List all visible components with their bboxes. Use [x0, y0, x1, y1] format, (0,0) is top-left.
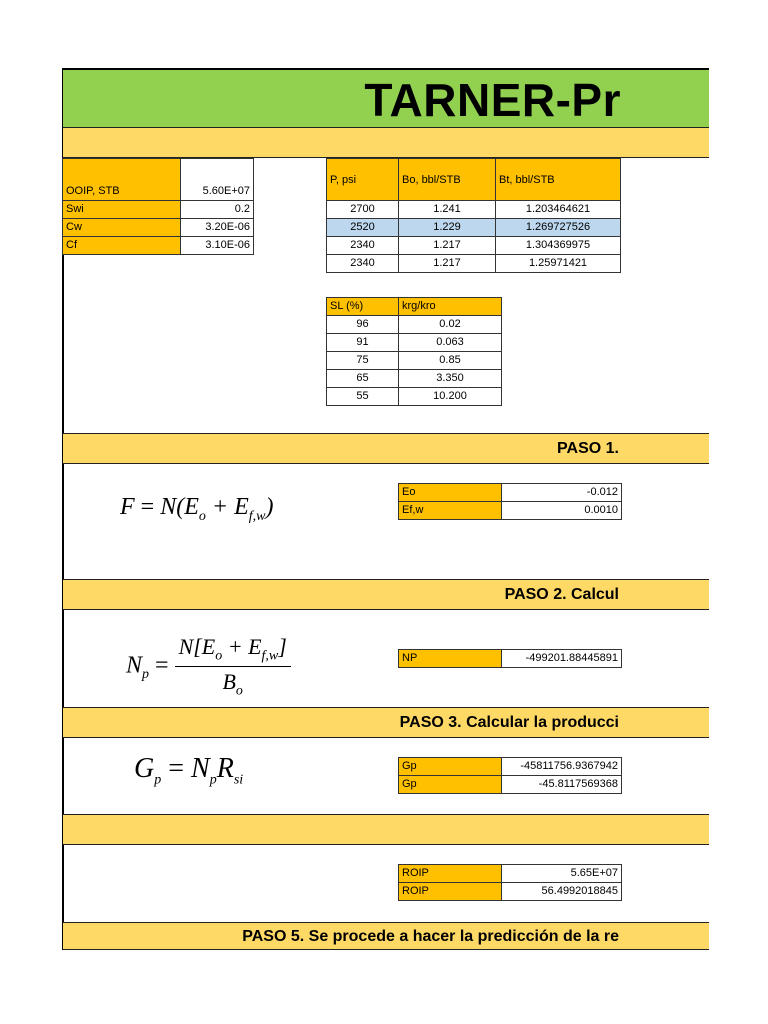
param-value[interactable]: 3.20E-06	[181, 219, 254, 237]
paso3-heading: PASO 3. Calcular la producci	[399, 714, 619, 731]
paso1-results	[398, 483, 622, 520]
title-band	[63, 68, 709, 128]
paso1-band	[63, 433, 709, 464]
result-value[interactable]: 5.65E+07	[502, 865, 622, 883]
pvt-header[interactable]: Bt, bbl/STB	[496, 159, 621, 201]
table-row	[327, 352, 502, 370]
perm-cell[interactable]: 0.02	[399, 316, 502, 334]
paso2-heading: PASO 2. Calcul	[504, 586, 619, 603]
table-row	[327, 201, 621, 219]
param-value[interactable]: 5.60E+07	[181, 159, 254, 201]
param-value[interactable]: 3.10E-06	[181, 237, 254, 255]
paso4-band	[63, 814, 709, 845]
perm-cell[interactable]: 0.85	[399, 352, 502, 370]
perm-header[interactable]: krg/kro	[399, 298, 502, 316]
result-label[interactable]: Eo	[399, 484, 502, 502]
perm-cell[interactable]: 10.200	[399, 388, 502, 406]
paso3-results	[398, 757, 622, 794]
pvt-cell[interactable]: 2340	[327, 255, 399, 273]
pvt-cell[interactable]: 2520	[327, 219, 399, 237]
pvt-cell[interactable]: 1.217	[399, 255, 496, 273]
pvt-cell[interactable]: 1.269727526	[496, 219, 621, 237]
result-label[interactable]: Ef,w	[399, 502, 502, 520]
pvt-header[interactable]: P, psi	[327, 159, 399, 201]
perm-header[interactable]: SL (%)	[327, 298, 399, 316]
subtitle-band	[63, 128, 709, 158]
perm-cell[interactable]: 3.350	[399, 370, 502, 388]
pvt-header[interactable]: Bo, bbl/STB	[399, 159, 496, 201]
table-row	[327, 237, 621, 255]
paso5-band	[63, 922, 709, 950]
perm-cell[interactable]: 96	[327, 316, 399, 334]
paso3-band	[63, 707, 709, 738]
perm-cell[interactable]: 75	[327, 352, 399, 370]
perm-cell[interactable]: 55	[327, 388, 399, 406]
pvt-cell[interactable]: 1.304369975	[496, 237, 621, 255]
param-label[interactable]: Swi	[63, 201, 181, 219]
pvt-cell[interactable]: 1.203464621	[496, 201, 621, 219]
perm-cell[interactable]: 91	[327, 334, 399, 352]
param-label[interactable]: Cf	[63, 237, 181, 255]
table-row	[327, 334, 502, 352]
result-label[interactable]: ROIP	[399, 883, 502, 901]
pvt-table	[326, 158, 621, 273]
result-label[interactable]: Gp	[399, 776, 502, 794]
paso2-band	[63, 579, 709, 610]
paso2-results	[398, 649, 622, 668]
param-label[interactable]: Cw	[63, 219, 181, 237]
result-label[interactable]: NP	[399, 650, 502, 668]
result-label[interactable]: ROIP	[399, 865, 502, 883]
perm-cell[interactable]: 65	[327, 370, 399, 388]
params-table	[62, 158, 254, 255]
table-row	[327, 370, 502, 388]
paso1-formula: $F = N(E_o + E_{f,w})$	[120, 494, 274, 524]
pvt-cell[interactable]: 2340	[327, 237, 399, 255]
pvt-cell[interactable]: 1.229	[399, 219, 496, 237]
paso4-results	[398, 864, 622, 901]
paso3-formula: $G_p = N_pR_{si}$	[134, 753, 244, 788]
result-label[interactable]: Gp	[399, 758, 502, 776]
paso5-heading: PASO 5. Se procede a hacer la predicción de la re	[242, 928, 619, 945]
paso1-heading: PASO 1.	[557, 440, 619, 457]
sheet-title: TARNER-Pr	[364, 74, 621, 126]
table-row	[327, 255, 621, 273]
perm-cell[interactable]: 0.063	[399, 334, 502, 352]
table-row-highlighted	[327, 219, 621, 237]
result-value[interactable]: -45811756.9367942	[502, 758, 622, 776]
result-value[interactable]: -0.012	[502, 484, 622, 502]
result-value[interactable]: -499201.88445891	[502, 650, 622, 668]
pvt-cell[interactable]: 1.217	[399, 237, 496, 255]
pvt-cell[interactable]: 1.241	[399, 201, 496, 219]
table-row	[327, 388, 502, 406]
result-value[interactable]: -45.8117569368	[502, 776, 622, 794]
pvt-cell[interactable]: 1.25971421	[496, 255, 621, 273]
paso2-formula: $N_p$ = $\frac{N[E_o + E_{f,w}]}{B_o}$	[126, 634, 291, 700]
param-value[interactable]: 0.2	[181, 201, 254, 219]
result-value[interactable]: 56.4992018845	[502, 883, 622, 901]
param-label[interactable]: OOIP, STB	[63, 159, 181, 201]
perm-table	[326, 297, 502, 406]
result-value[interactable]: 0.0010	[502, 502, 622, 520]
table-row	[327, 316, 502, 334]
fraction: $\frac{N[E_o + E_{f,w}]}{B_o}$	[175, 634, 291, 700]
pvt-cell[interactable]: 2700	[327, 201, 399, 219]
